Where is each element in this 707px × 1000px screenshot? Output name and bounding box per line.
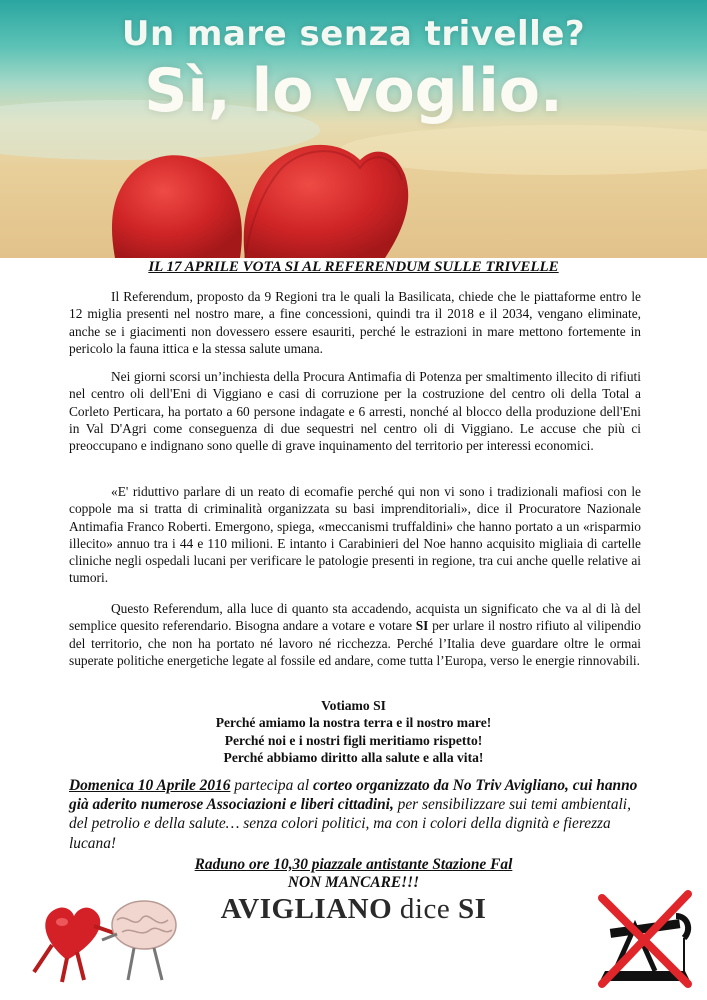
event-organizer: corteo organizzato da No Triv Avigliano, cui hanno già aderito numerose Associazioni e liberi cittadini, bbox=[69, 777, 638, 814]
paragraph-4-bold-si: SI bbox=[415, 618, 429, 634]
slogan-line: Perché amiamo la nostra terra e il nostro mare! bbox=[215, 715, 492, 731]
event-date: Domenica 10 Aprile 2016 bbox=[69, 777, 231, 794]
slogan-line: Perché noi e i nostri figli meritiamo rispetto! bbox=[224, 732, 483, 748]
hero-banner-image bbox=[0, 0, 707, 258]
no-oil-pump-icon bbox=[590, 886, 700, 991]
rally-call-to-action: NON MANCARE!!! bbox=[287, 874, 420, 891]
heart-and-brain-mascot-icon bbox=[22, 890, 182, 990]
rally-meeting-point: Raduno ore 10,30 piazzale antistante Stazione Fal bbox=[194, 856, 513, 873]
footer-town: AVIGLIANO bbox=[220, 893, 393, 925]
slogan-line: Perché abbiamo diritto alla salute e alla vita! bbox=[223, 750, 484, 766]
footer-says: dice bbox=[392, 893, 458, 925]
paragraph-2: Nei giorni scorsi un’inchiesta della Procura Antimafia di Potenza per smaltimento illecito di rifiuti nel centro oli dell'Eni di Viggiano e casi di corruzione per la costruzione del centro oli della Total a Corleto Perticara, ha portato a 60 persone indagate e 6 arresti, nonché al blocco della produzione dell'Eni in Val D'Agri come conseguenza di due sequestri nel centro oli di Viggiano. Le accuse che più ci preoccupano e indignano sono quelle di grave inquinamento del territorio per interessi economici. bbox=[69, 369, 641, 454]
paragraph-4 bbox=[69, 600, 641, 669]
footer-si: SI bbox=[457, 893, 487, 925]
event-text: partecipa al bbox=[230, 777, 313, 794]
hero-headline-question: Un mare senza trivelle? bbox=[121, 14, 586, 54]
heart-right bbox=[244, 145, 409, 258]
slogan-line: Votiamo SI bbox=[321, 698, 386, 713]
paragraph-3: «E' riduttivo parlare di un reato di ecomafie perché qui non vi sono i tradizionali mafiosi con le coppole ma si tratta di criminalità organizzata su basi imprenditoriali», dice il Procuratore Nazionale Antimafia Franco Roberti. Emergono, spiega, «meccanismi truffaldini» che hanno portato a un «risparmio illecito» annuo tra i 44 e 110 milioni. E intanto i Carabinieri del Noe hanno acquisito migliaia di cartelle cliniche negli ospedali lucani per verificare le patologie presenti in regione, tra cui anche quelle relative ai tumori. bbox=[69, 484, 641, 586]
paragraph-4-text-a: Questo Referendum, alla luce di quanto sta accadendo, acquista un significato che va al di là del semplice quesito referendario. Bisogna andare a votare e votare bbox=[69, 601, 641, 634]
paragraph-4-text-b: per urlare il nostro rifiuto al vilipendio del territorio, che non ha portato né lavoro né ricchezza. Perché l’Italia deve guardare oltre le ormai superate politiche energetiche legate al fossile ed andare, come tutta l’Europa, verso le energie rinnovabili. bbox=[69, 618, 641, 668]
event-announcement bbox=[69, 776, 641, 853]
hero-headline-answer: Sì, lo voglio. bbox=[144, 56, 563, 126]
paragraph-1: Il Referendum, proposto da 9 Regioni tra le quali la Basilicata, chiede che le piattaforme entro le 12 miglia presenti nel nostro mare, a fine concessioni, quindi tra il 2018 e il 2034, vengano eliminate, anche se i giacimenti non dovessero essere esauriti, perché le estrazioni in mare mettono fortemente in pericolo la fauna ittica e la stessa salute umana. bbox=[69, 289, 641, 356]
heart-left bbox=[112, 155, 242, 258]
document-title: IL 17 APRILE VOTA SI AL REFERENDUM SULLE TRIVELLE bbox=[148, 259, 559, 275]
slogan-block bbox=[0, 697, 707, 767]
event-text: per sensibilizzare sui temi ambientali, del petrolio e della salute… senza colori politici, ma con i colori della dignità e fierezza lucana! bbox=[69, 796, 631, 852]
